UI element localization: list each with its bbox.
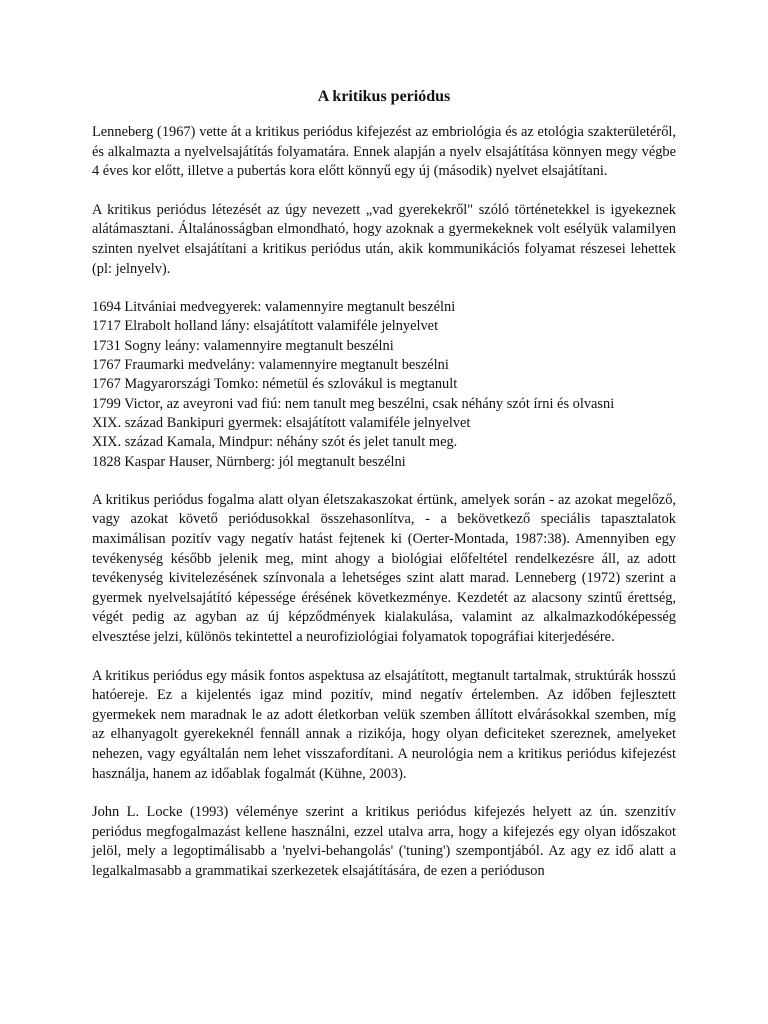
list-item: 1731 Sogny leány: valamennyire megtanult beszélni	[92, 337, 394, 354]
paragraph-wild-children: A kritikus periódus létezését az úgy nevezett „vad gyerekekről" szóló történetekkel is igyekeznek alátámasztani. Általánosságban elmondható, hogy azoknak a gyermekeknek volt esélyük valamilyen szinten nyelvet elsajátítani a kritikus periódus után, akik kommunikációs folyamat részesei lehettek (pl: jelnyelv).	[92, 201, 676, 277]
list-item: 1767 Fraumarki medvelány: valamennyire megtanult beszélni	[92, 357, 449, 374]
list-item: 1717 Elrabolt holland lány: elsajátított valamiféle jelnyelvet	[92, 318, 439, 335]
paragraph-intro: Lenneberg (1967) vette át a kritikus periódus kifejezést az embriológia és az etológia szakterületéről, és alkalmazta a nyelvelsajátítás folyamatára. Ennek alapján a nyelv elsajátítása könnyen megy végbe 4 éves kor előtt, illetve a pubertás kora előtt könnyű egy új (második) nyelvet elsajátítani.	[92, 124, 676, 180]
list-item: 1694 Litvániai medvegyerek: valamennyire megtanult beszélni	[92, 299, 456, 316]
document-title: A kritikus periódus	[317, 88, 451, 105]
list-item: 1767 Magyarországi Tomko: németül és szlovákul is megtanult	[92, 376, 458, 393]
list-item: 1828 Kaspar Hauser, Nürnberg: jól megtanult beszélni	[92, 453, 406, 470]
list-item: XIX. század Kamala, Mindpur: néhány szót és jelet tanult meg.	[92, 434, 458, 451]
paragraph-aspect: A kritikus periódus egy másik fontos aspektusa az elsajátított, megtanult tartalmak, struktúrák hosszú hatóereje. Ez a kijelentés igaz mind pozitív, mind negatív értelemben. Az időben fejlesztett gyermekek nem maradnak le az adott életkorban velük szemben állított elvárásokkal szemben, míg az elhanyagolt gyerekeknél fennáll annak a rizikója, hogy olyan deficiteket szereznek, amelyeket nehezen, vagy egyáltalán nem lehet visszafordítani. A neurológia nem a kritikus periódus kifejezést használja, hanem az időablak fogalmát (Kühne, 2003).	[92, 667, 676, 782]
list-item: XIX. század Bankipuri gyermek: elsajátított valamiféle jelnyelvet	[92, 414, 471, 431]
wild-children-case-list	[92, 298, 676, 472]
document-page	[92, 86, 676, 901]
list-item: 1799 Victor, az aveyroni vad fiú: nem tanult meg beszélni, csak néhány szót írni és olvasni	[92, 395, 615, 412]
paragraph-locke: John L. Locke (1993) véleménye szerint a kritikus periódus kifejezés helyett az ún. szenzitív periódus megfogalmazást kellene használni, ezzel utalva arra, hogy a kifejezés egy olyan időszakot jelöl, mely a legoptimálisabb a 'nyelvi-behangolás' ('tuning') szempontjából. Az agy ez idő alatt a legalkalmasabb a grammatikai szerkezetek elsajátítására, de ezen a perióduson	[92, 804, 676, 879]
paragraph-definition: A kritikus periódus fogalma alatt olyan életszakaszokat értünk, amelyek során - az azokat megelőző, vagy azokat követő periódusokkal összehasonlítva, - a bekövetkező speciális tapasztalatok maximálisan pozitív vagy negatív hatást fejtenek ki (Oerter-Montada, 1987:38). Amennyiben egy tevékenység később jelenik meg, mint ahogy a biológiai előfeltétel rendelkezésre áll, az adott tevékenység kivitelezésének színvonala a lehetséges szint alatt marad. Lenneberg (1972) szerint a gyermek nyelvelsajátító képessége érésének következménye. Kezdetét az alacsony szintű érettség, végét pedig az agyban az új képződmények kialakulása, valamint az alkalmazkodóképesség elvesztése jelzi, különös tekintettel a neurofiziológiai folyamatok topográfiai kiterjedésére.	[92, 491, 676, 645]
